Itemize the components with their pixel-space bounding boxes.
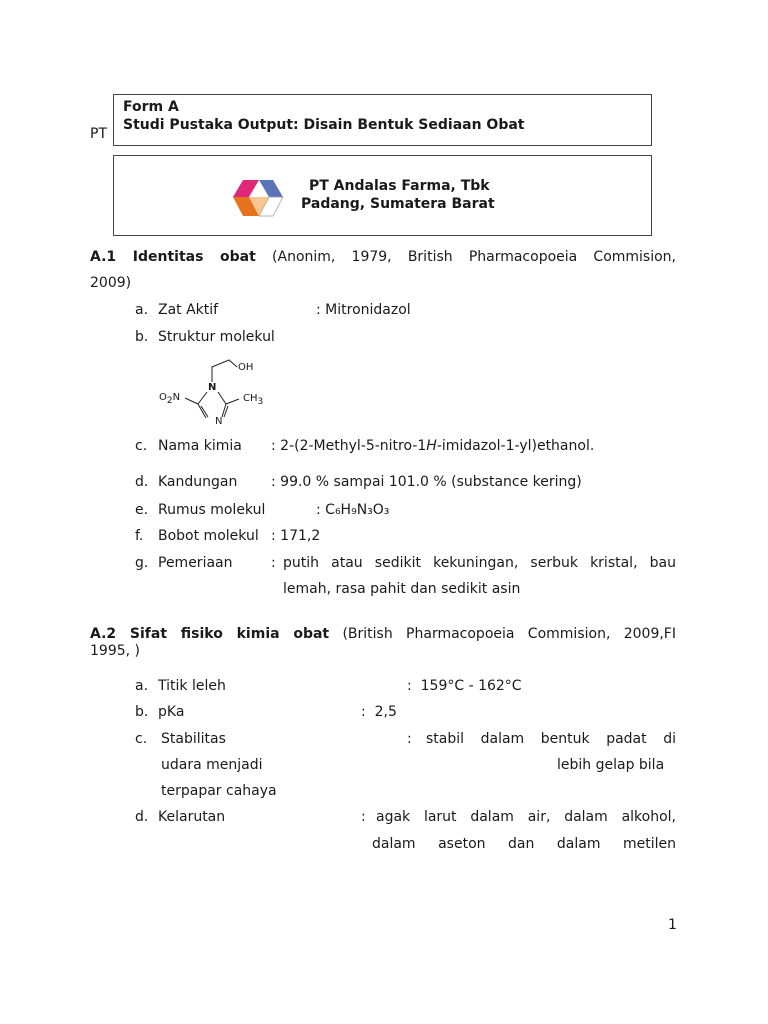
company-logo-icon [233, 178, 303, 218]
item-value: : 2,5 [361, 704, 397, 720]
company-city: Padang, Sumatera Barat [301, 196, 495, 212]
item-label: Rumus molekul [158, 502, 266, 518]
n1-label: N [208, 382, 217, 393]
item-label: Zat Aktif [158, 302, 219, 318]
item-value: : 171,2 [271, 528, 321, 544]
item-value: putih atau sedikit kekuningan, serbuk kristal, bau [283, 555, 676, 571]
item-value: stabil dalam bentuk padat di [426, 731, 676, 747]
list-marker: c. [135, 731, 148, 747]
a1-refs: (Anonim, 1979, British Pharmacopoeia Commision, [272, 249, 677, 265]
item-value: : 99.0 % sampai 101.0 % (substance kering) [271, 474, 582, 490]
a1-refs-cont: 2009) [90, 275, 132, 291]
item-value: agak larut dalam air, dalam alkohol, [376, 809, 676, 825]
item-label-cont: terpapar cahaya [161, 783, 277, 799]
company-name: PT Andalas Farma, Tbk [309, 178, 490, 194]
list-marker: d. [135, 474, 149, 490]
item-label: Kandungan [158, 474, 238, 490]
n3-label: N [215, 416, 223, 427]
list-marker: f. [135, 528, 144, 544]
a1-heading-line [90, 249, 676, 265]
item-label: Stabilitas [161, 731, 226, 747]
ch3-label: $CH_3$ [243, 393, 264, 407]
item-label: Kelarutan [158, 809, 226, 825]
item-label: Titik leleh [158, 678, 226, 694]
no2-label: $O_2N$ [159, 392, 181, 406]
item-value-cont: lemah, rasa pahit dan sedikit asin [283, 581, 521, 597]
form-title: Studi Pustaka Output: Disain Bentuk Sediaan Obat [123, 117, 525, 133]
item-label: Bobot molekul [158, 528, 259, 544]
a2-heading-line [90, 626, 676, 642]
list-marker: b. [135, 704, 149, 720]
item-label: Nama kimia [158, 438, 242, 454]
item-value: : 159°C - 162°C [407, 678, 522, 694]
list-marker: c. [135, 438, 148, 454]
a2-refs: (British Pharmacopoeia Commision, 2009,FI [342, 626, 676, 642]
form-header-box [113, 94, 652, 146]
item-label: pKa [158, 704, 185, 720]
list-marker: b. [135, 329, 149, 345]
item-sep: : [361, 809, 366, 825]
item-value-cont: dalam aseton dan dalam metilen [372, 836, 676, 852]
list-marker: e. [135, 502, 149, 518]
item-value: : Mitronidazol [316, 302, 411, 318]
list-marker: g. [135, 555, 149, 571]
page-number: 1 [668, 917, 677, 933]
item-value: : C₆H₉N₃O₃ [316, 502, 390, 518]
item-value-cont: lebih gelap bila [557, 757, 665, 773]
item-sep: : [271, 555, 276, 571]
list-marker: a. [135, 678, 149, 694]
form-label: Form A [123, 99, 179, 115]
molecular-structure [155, 355, 275, 435]
item-label: Struktur molekul [158, 329, 275, 345]
item-label: Pemeriaan [158, 555, 233, 571]
item-value: : 2-(2-Methyl-5-nitro-1H-imidazol-1-yl)ethanol. [271, 438, 595, 454]
a2-refs-cont: 1995, ) [90, 643, 140, 659]
oh-label: OH [238, 362, 254, 373]
company-box [113, 155, 652, 236]
a2-heading: A.2 Sifat fisiko kimia obat [90, 626, 330, 642]
item-sep: : [407, 731, 412, 747]
a1-heading: A.1 Identitas obat [90, 249, 256, 265]
pt-label: PT [90, 126, 107, 142]
list-marker: d. [135, 809, 149, 825]
item-label-cont: udara menjadi [161, 757, 263, 773]
list-marker: a. [135, 302, 149, 318]
